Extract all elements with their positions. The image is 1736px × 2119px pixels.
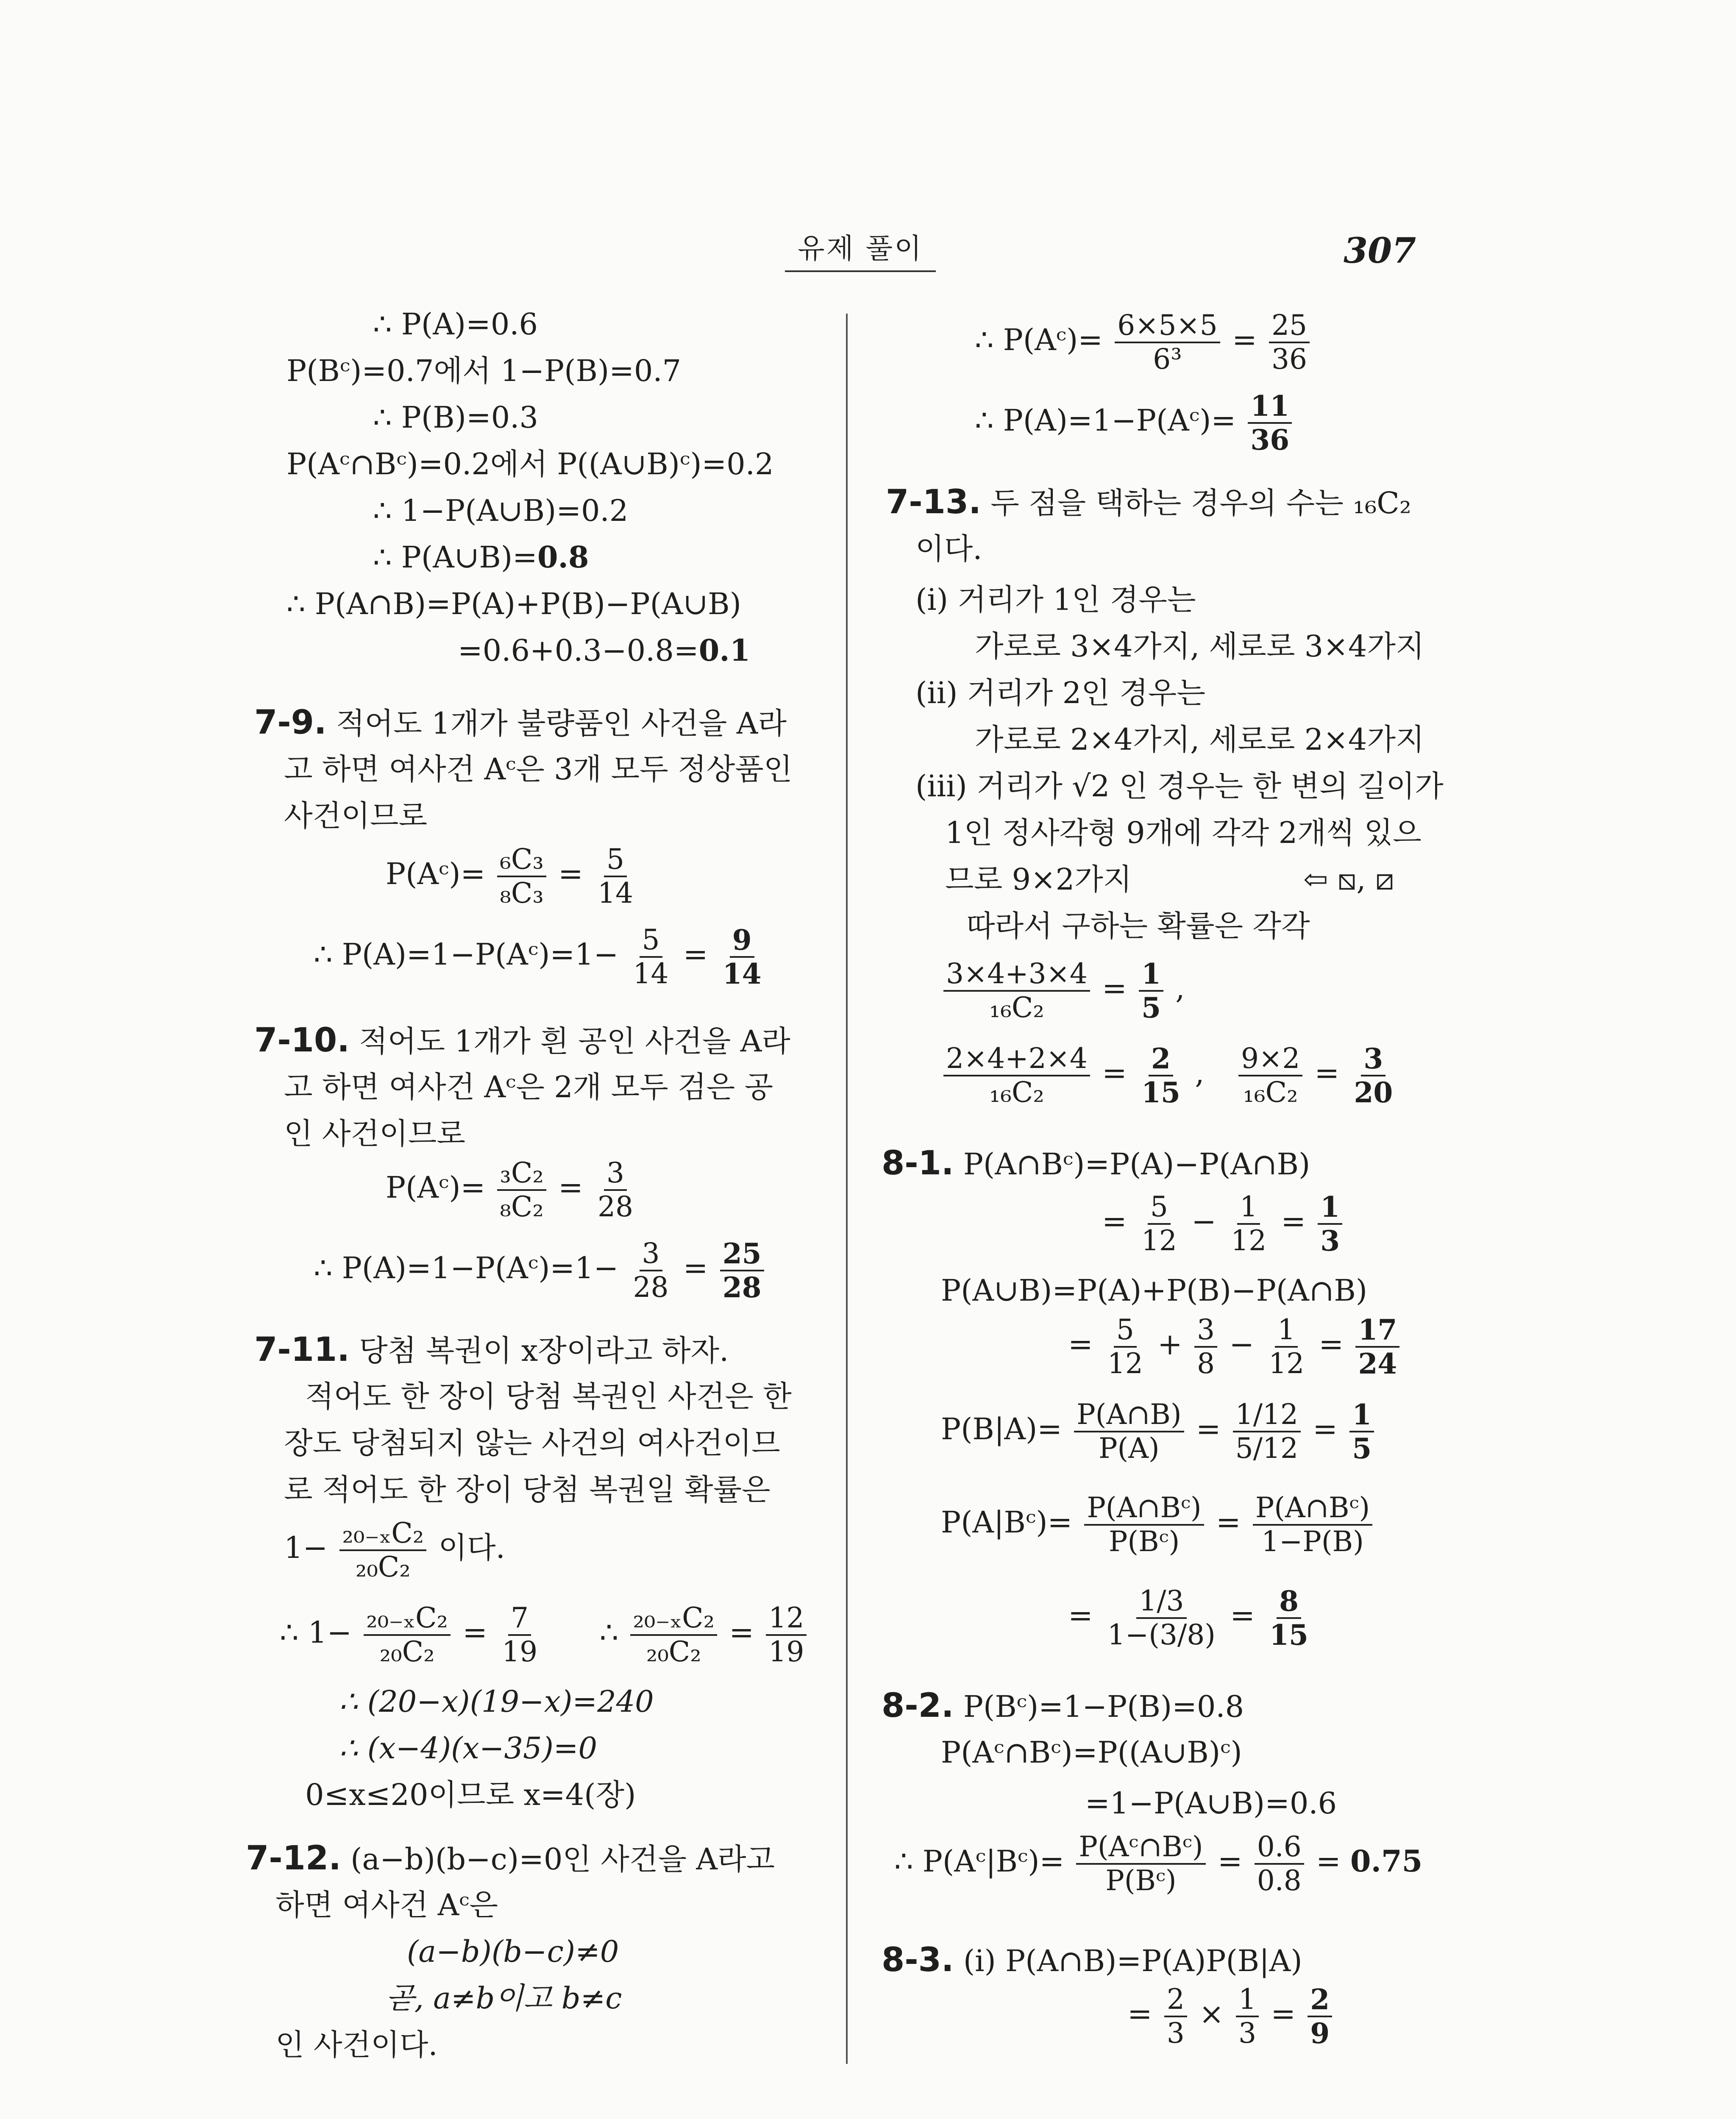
problem-number: 7-9. <box>254 704 327 742</box>
fraction <box>1105 1585 1218 1651</box>
problem-number: 8-1. <box>882 1144 954 1182</box>
fraction-part: 3 <box>1238 2017 1257 2049</box>
fraction-part: 24 <box>1358 1347 1397 1380</box>
answer-fraction <box>1349 1399 1374 1465</box>
eq-line: $\frac{2\times 4+2\times 4}{\text{₁₆C₂}}$ = $\frac{2}{15}$ , $\frac{9\times 2}{\text{₁₆C₂}}$ = $\frac{3}{20}$ <box>941 1043 1398 1109</box>
fraction-part: 1 <box>1318 1191 1342 1225</box>
fraction-part: 36 <box>1271 343 1307 375</box>
eq-line: 곧, a≠b이고 b≠c <box>386 1981 622 2016</box>
fraction-part: ₂₀C₂ <box>355 1551 411 1583</box>
fraction-part: ₂₀C₂ <box>379 1635 435 1668</box>
fraction-part: ₈C₂ <box>500 1190 544 1223</box>
fraction-part: P(Aᶜ∩Bᶜ) <box>1076 1831 1205 1865</box>
answer-fraction <box>1267 1585 1311 1651</box>
fraction-part: 1 <box>1275 1314 1298 1348</box>
eq-line: =1−P(A∪B)=0.6 <box>1085 1786 1337 1821</box>
fraction-part: 7 <box>508 1602 531 1636</box>
eq-line: = $\frac{5}{12}$ − $\frac{1}{12}$ = $\frac{1}{3}$ <box>1102 1191 1345 1257</box>
fraction <box>1084 1492 1204 1558</box>
fraction-part: ₈C₃ <box>500 877 544 909</box>
fraction-part: 1−(3/8) <box>1107 1618 1216 1651</box>
fraction-part: 36 <box>1250 423 1290 456</box>
text-line: 가로로 2×4가지, 세로로 2×4가지 <box>975 722 1424 757</box>
fraction <box>595 1157 636 1223</box>
fraction-part: 0.6 <box>1255 1831 1304 1865</box>
running-header-title: 유제 풀이 <box>785 232 936 272</box>
eq-line: = $\frac{2}{3}$ × $\frac{1}{3}$ = $\frac{2}{9}$ <box>1127 1983 1335 2049</box>
fraction-part: 9 <box>1310 2017 1330 2050</box>
fraction-part: 15 <box>1269 1618 1308 1652</box>
eq-line: = $\frac{5}{12}$ + $\frac{3}{8}$ − $\frac{1}{12}$ = $\frac{17}{24}$ <box>1068 1314 1402 1380</box>
fraction-part: 5 <box>1141 991 1161 1024</box>
fraction-part: 28 <box>633 1271 669 1304</box>
fraction-part: 12 <box>1107 1347 1143 1380</box>
fraction <box>1074 1399 1184 1465</box>
problem-7-13: 7-13. 두 점을 택하는 경우의 수는 ₁₆C₂ <box>886 483 1411 521</box>
text-line: 사건이므로 <box>284 798 428 833</box>
eq-line: ∴ P(A∩B)=P(A)+P(B)−P(A∪B) <box>287 587 741 621</box>
eq-line: ∴ 1−P(A∪B)=0.2 <box>373 493 629 528</box>
fraction-part: P(A∩B) <box>1074 1399 1184 1432</box>
fraction <box>943 1043 1090 1109</box>
fraction-part: ₂₀₋ₓC₂ <box>339 1517 426 1551</box>
text-line: 1인 정사각형 9개에 각각 2개씩 있으 <box>945 815 1422 850</box>
fraction <box>1253 1492 1372 1558</box>
fraction-part: 28 <box>722 1271 762 1304</box>
text-line: (i) 거리가 1인 경우는 <box>915 582 1196 617</box>
text-line: (iii) 거리가 √2 인 경우는 한 변의 길이가 <box>915 769 1444 804</box>
fraction-part: P(Bᶜ) <box>1105 1864 1177 1897</box>
text-line: 따라서 구하는 확률은 각각 <box>966 909 1310 943</box>
eq-line: (a−b)(b−c)≠0 <box>407 1934 619 1969</box>
problem-8-1: 8-1. P(A∩Bᶜ)=P(A)−P(A∩B) <box>882 1144 1310 1182</box>
fraction-part: 5 <box>640 924 662 958</box>
fraction-part: 2 <box>1164 1983 1187 2017</box>
problem-7-12: 7-12. (a−b)(b−c)=0인 사건을 A라고 <box>246 1839 775 1877</box>
fraction-part: 3 <box>604 1157 627 1191</box>
fraction-part: P(A∩Bᶜ) <box>1084 1492 1204 1526</box>
answer: 0.8 <box>537 539 589 575</box>
fraction-part: ₁₆C₂ <box>989 991 1044 1024</box>
fraction-part: P(A) <box>1099 1432 1160 1465</box>
text-line: 인 사건이므로 <box>284 1116 465 1151</box>
fraction-part: 14 <box>722 957 762 990</box>
eq-line: ∴ P(A∪B)=0.8 <box>373 539 589 575</box>
eq-line: ∴ P(A)=1−P(Aᶜ)=1− $\frac{3}{28}$ = $\frac{25}{28}$ <box>314 1237 767 1304</box>
answer: 0.75 <box>1350 1844 1423 1879</box>
fraction-part: 1 <box>1139 958 1163 992</box>
eq-line: P(Bᶜ)=0.7에서 1−P(B)=0.7 <box>287 353 682 388</box>
fraction-part: 3 <box>1361 1043 1385 1076</box>
fraction-part: 6×5×5 <box>1115 309 1220 343</box>
text-line: 므로 9×2가지 ⇦ ⧅, ⧄ <box>945 862 1394 897</box>
problem-number: 7-11. <box>254 1331 350 1369</box>
fraction <box>1269 309 1310 375</box>
fraction <box>1194 1314 1217 1380</box>
answer-fraction <box>720 1237 764 1304</box>
fraction-part: 5 <box>1114 1314 1137 1348</box>
text-line: 장도 당첨되지 않는 사건의 여사건이므 <box>284 1426 780 1460</box>
fraction-part: 3×4+3×4 <box>943 958 1090 992</box>
fraction-part: ₁₆C₂ <box>1243 1076 1298 1109</box>
text-line: 인 사건이다. <box>275 2027 438 2062</box>
fraction-part: ₂₀₋ₓC₂ <box>364 1602 451 1636</box>
page-number: 307 <box>1344 231 1416 271</box>
fraction-part: 17 <box>1355 1314 1399 1348</box>
fraction <box>766 1602 807 1668</box>
fraction <box>1076 1831 1205 1897</box>
fraction-part: 19 <box>768 1635 804 1668</box>
eq-line: = $\frac{1/3}{1-(3/8)}$ = $\frac{8}{15}$ <box>1068 1585 1313 1651</box>
problem-8-2: 8-2. P(Bᶜ)=1−P(B)=0.8 <box>882 1687 1244 1725</box>
fraction <box>497 843 546 909</box>
problem-number: 7-10. <box>254 1021 350 1060</box>
fraction-part: 6³ <box>1153 343 1182 375</box>
fraction-part: P(A∩Bᶜ) <box>1253 1492 1372 1526</box>
answer-fraction <box>1351 1043 1395 1109</box>
fraction <box>497 1157 546 1223</box>
text-line: 로 적어도 한 장이 당첨 복권일 확률은 <box>284 1472 771 1507</box>
problem-number: 7-13. <box>886 483 981 521</box>
fraction <box>339 1517 426 1583</box>
fraction <box>1255 1831 1304 1897</box>
answer-fraction <box>1139 1043 1183 1109</box>
fraction-part: 1/3 <box>1136 1585 1186 1619</box>
fraction-part: 8 <box>1197 1347 1215 1380</box>
eq-line: P(Aᶜ)= $\frac{\text{₆C₃}}{\text{₈C₃}}$ = $\frac{5}{14}$ <box>386 843 638 909</box>
eq-line: ∴ P(A)=0.6 <box>373 307 538 342</box>
eq-line: P(Aᶜ∩Bᶜ)=P((A∪B)ᶜ) <box>941 1735 1242 1770</box>
fraction-part: 1 <box>1236 1983 1259 2017</box>
fraction-part: 5 <box>604 843 627 877</box>
problem-number: 8-2. <box>882 1687 954 1725</box>
fraction <box>1115 309 1220 375</box>
fraction-part: 12 <box>1231 1224 1267 1257</box>
problem-number: 8-3. <box>882 1941 954 1979</box>
eq-line: ∴ (20−x)(19−x)=240 <box>339 1684 654 1719</box>
eq-line: ∴ P(A)=1−P(Aᶜ)=1− $\frac{5}{14}$ = $\frac{9}{14}$ <box>314 924 767 990</box>
fraction-part: 5 <box>1352 1432 1372 1465</box>
fraction-part: 19 <box>502 1635 538 1668</box>
fraction-part: 3 <box>1166 2017 1185 2049</box>
fraction-part: 25 <box>720 1237 764 1271</box>
fraction-part: 14 <box>633 957 669 990</box>
eq-line: ∴ P(Aᶜ|Bᶜ)= $\frac{\text{P(Aᶜ∩Bᶜ)}}{\text{P(Bᶜ)}}$ = $\frac{0.6}{0.8}$ = 0.75 <box>894 1830 1423 1897</box>
fraction-part: 2×4+2×4 <box>943 1043 1090 1076</box>
fraction-part: ₁₆C₂ <box>989 1076 1044 1109</box>
fraction-part: 1 <box>1349 1399 1374 1432</box>
eq-line: =0.6+0.3−0.8=0.1 <box>458 633 751 668</box>
fraction-part: 5/12 <box>1235 1432 1298 1465</box>
eq-line: P(Aᶜ∩Bᶜ)=0.2에서 P((A∪B)ᶜ)=0.2 <box>287 447 774 481</box>
answer-fraction <box>1139 958 1163 1024</box>
diagonal-squares-icon: ⇦ ⧅, ⧄ <box>1303 862 1394 897</box>
fraction-part: 20 <box>1354 1076 1393 1109</box>
fraction-part: ₂₀C₂ <box>646 1635 701 1668</box>
text-line: 가로로 3×4가지, 세로로 3×4가지 <box>975 629 1424 664</box>
fraction-part: 25 <box>1269 309 1310 343</box>
fraction <box>364 1602 451 1668</box>
answer-fraction <box>1308 1983 1332 2049</box>
fraction-part: 1 <box>1237 1191 1260 1225</box>
eq-line: ∴ P(A)=1−P(Aᶜ)= $\frac{11}{36}$ <box>975 390 1294 456</box>
fraction <box>630 1602 717 1668</box>
fraction-part: 28 <box>598 1190 634 1223</box>
problem-8-3: 8-3. (i) P(A∩B)=P(A)P(B|A) <box>882 1941 1302 1979</box>
eq-line: 0≤x≤20이므로 x=4(장) <box>305 1777 636 1812</box>
fraction-part: ₂₀₋ₓC₂ <box>630 1602 717 1636</box>
fraction-part: 14 <box>598 877 634 909</box>
fraction-part: ₃C₂ <box>497 1157 546 1191</box>
fraction <box>1105 1314 1146 1380</box>
column-divider <box>846 314 848 2064</box>
eq-line: P(A∪B)=P(A)+P(B)−P(A∩B) <box>941 1273 1368 1308</box>
fraction-part: 0.8 <box>1257 1864 1302 1897</box>
fraction <box>1236 1983 1259 2049</box>
fraction-part: 2 <box>1149 1043 1173 1076</box>
answer-fraction <box>1248 390 1292 456</box>
fraction <box>1228 1191 1269 1257</box>
fraction <box>1139 1191 1180 1257</box>
fraction-part: 2 <box>1308 1983 1332 2017</box>
fraction-part: P(Bᶜ) <box>1108 1525 1180 1558</box>
fraction-part: 3 <box>1194 1314 1217 1348</box>
text-line: 하면 여사건 Aᶜ은 <box>275 1888 498 1922</box>
fraction <box>943 958 1090 1024</box>
fraction <box>1164 1983 1187 2049</box>
fraction-part: 3 <box>1320 1224 1340 1257</box>
fraction <box>1238 1043 1302 1109</box>
fraction <box>631 924 671 990</box>
text-line: 고 하면 여사건 Aᶜ은 2개 모두 검은 공 <box>284 1070 773 1104</box>
fraction-part: 12 <box>766 1602 807 1636</box>
fraction-part: 1/12 <box>1233 1399 1301 1432</box>
fraction <box>499 1602 540 1668</box>
fraction <box>631 1237 671 1304</box>
eq-line: ∴ P(Aᶜ)= $\frac{6\times 5\times 5}{\text{6³}}$ = $\frac{25}{36}$ <box>975 309 1312 375</box>
fraction-part: 5 <box>1148 1191 1171 1225</box>
fraction <box>595 843 636 909</box>
text-line: (ii) 거리가 2인 경우는 <box>915 676 1206 710</box>
fraction-part: 9×2 <box>1238 1043 1302 1076</box>
fraction-part: 1−P(B) <box>1261 1525 1364 1558</box>
eq-line: 1− $\frac{\text{₂₀₋ₓC₂}}{\text{₂₀C₂}}$ 이다. <box>284 1517 505 1583</box>
fraction <box>1266 1314 1307 1380</box>
problem-number: 7-12. <box>246 1839 341 1877</box>
fraction-part: 12 <box>1141 1224 1177 1257</box>
fraction-part: 9 <box>730 924 754 958</box>
problem-7-11: 7-11. 당첨 복권이 x장이라고 하자. <box>254 1331 729 1369</box>
eq-line: P(Aᶜ)= $\frac{\text{₃C₂}}{\text{₈C₂}}$ = $\frac{3}{28}$ <box>386 1157 638 1223</box>
problem-7-9: 7-9. 적어도 1개가 불량품인 사건을 A라 <box>254 704 787 742</box>
fraction-part: 3 <box>640 1237 662 1271</box>
problem-7-10: 7-10. 적어도 1개가 흰 공인 사건을 A라 <box>254 1021 790 1060</box>
eq-line: P(B|A)= $\frac{P(A\cap B)}{P(A)}$ = $\frac{1/12}{5/12}$ = $\frac{1}{5}$ <box>941 1399 1377 1465</box>
eq-line: P(A|Bᶜ)= $\frac{\text{P(A∩Bᶜ)}}{\text{P(Bᶜ)}}$ = $\frac{\text{P(A∩Bᶜ)}}{1-P(B)}$ <box>941 1492 1375 1558</box>
eq-line: ∴ P(B)=0.3 <box>373 400 538 435</box>
fraction-part: 8 <box>1277 1585 1301 1619</box>
fraction-part: 12 <box>1269 1347 1305 1380</box>
fraction-part: 11 <box>1248 390 1292 424</box>
eq-line: ∴ 1− $\frac{\text{₂₀₋ₓC₂}}{\text{₂₀C₂}}$ = $\frac{7}{19}$ ∴ $\frac{\text{₂₀₋ₓC₂}}{\text{₂₀C₂}}$ = $\frac{12}{19}$ <box>280 1602 809 1668</box>
answer: 0.1 <box>698 633 751 668</box>
answer-fraction <box>720 924 764 990</box>
answer-fraction <box>1355 1314 1399 1380</box>
text-line: 이다. <box>915 531 982 566</box>
answer-fraction <box>1318 1191 1342 1257</box>
eq-line: ∴ (x−4)(x−35)=0 <box>339 1731 598 1766</box>
fraction-part: 15 <box>1141 1076 1180 1109</box>
eq-line: $\frac{3\times 4+3\times 4}{\text{₁₆C₂}}$ = $\frac{1}{5}$ , <box>941 958 1185 1024</box>
text-line: 고 하면 여사건 Aᶜ은 3개 모두 정상품인 <box>284 752 793 787</box>
text-line: 적어도 한 장이 당첨 복권인 사건은 한 <box>305 1379 792 1414</box>
fraction <box>1233 1399 1301 1465</box>
fraction-part: ₆C₃ <box>497 843 546 877</box>
